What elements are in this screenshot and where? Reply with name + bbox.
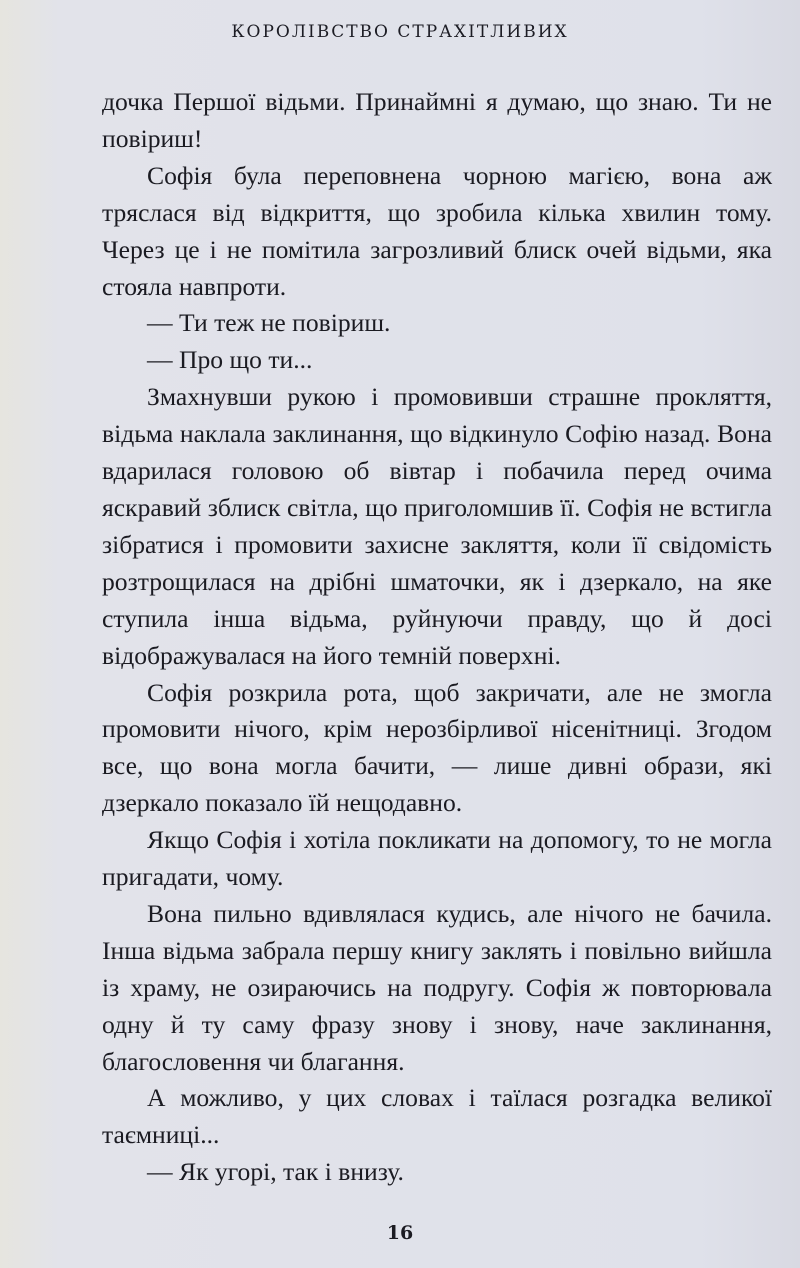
dialogue-line: — Про що ти... (147, 345, 313, 375)
paragraph: Софія розкрила рота, щоб закричати, але не змогла промовити нічого, крім нерозбірливої нісенітниці. Згодом все, що вона могла бачити, — лише дивні образи, які дзеркало показало їй нещодавно. (102, 677, 772, 818)
dialogue-line: — Ти теж не повіриш. (147, 308, 391, 338)
running-header: КОРОЛІВСТВО СТРАХІТЛИВИХ (231, 22, 569, 42)
body-text (102, 84, 772, 1191)
paragraph: Софія була переповнена чорною магією, вона аж тряслася від відкриття, що зробила кілька хвилин тому. Через це і не помітила загрозливий блиск очей відьми, яка стояла навпроти. (102, 160, 772, 301)
paragraph: дочка Першої відьми. Принаймні я думаю, що знаю. Ти не повіриш! (102, 87, 772, 153)
paragraph: Якщо Софія і хотіла покликати на допомогу, то не могла пригадати, чому. (102, 825, 772, 892)
paragraph: Змахнувши рукою і промовивши страшне прокляття, відьма наклала заклинання, що відкинуло Софію назад. Вона вдарилася головою об вівтар і побачила перед очима яскравий зблиск світла, що приголомшив її. Софія не встигла зібратися і промовити захисне закляття, коли її свідомість розтрощилася на дрібні шматочки, як і дзеркало, на яке ступила інша відьма, руйнуючи правду, що й досі відображувалася на його темній поверхні. (102, 382, 772, 670)
paragraph: Вона пильно вдивлялася кудись, але нічого не бачила. Інша відьма забрала першу книгу заклять і повільно вийшла із храму, не озираючись на подругу. Софія ж повторювала одну й ту саму фразу знову і знову, наче заклинання, благословення чи благання. (102, 898, 772, 1076)
paragraph: А можливо, у цих словах і таїлася розгадка великої таємниці... (102, 1083, 772, 1150)
dialogue-line: — Як угорі, так і внизу. (147, 1157, 404, 1187)
page-number: 16 (386, 1222, 414, 1244)
